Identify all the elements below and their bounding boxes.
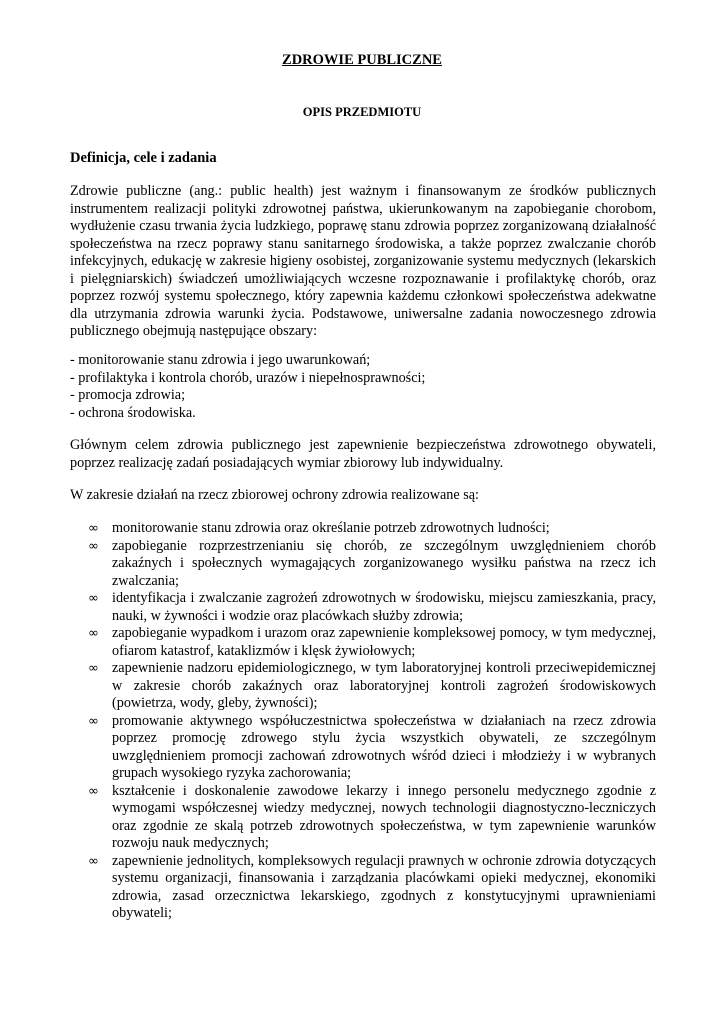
- bullet-list-item: [70, 853, 656, 923]
- bullet-text: zapewnienie nadzoru epidemiologicznego, w tym laboratoryjnej kontroli przeciwepidemicznej w zakresie chorób zakaźnych oraz laboratoryjnej kontroli zagrożeń środowiskowych (powietrza, wody, gleby, żywności);: [112, 660, 656, 711]
- dash-list: [70, 352, 656, 422]
- bullet-list-item: [70, 660, 656, 713]
- bullet-text: identyfikacja i zwalczanie zagrożeń zdrowotnych w środowisku, miejscu zamieszkania, pracy, nauki, w żywności i wodzie oraz placówkach służby zdrowia;: [112, 590, 656, 624]
- bullet-list-item: [70, 713, 656, 783]
- bullet-text: promowanie aktywnego współuczestnictwa społeczeństwa w działaniach na rzecz zdrowia poprzez promocję zdrowego stylu życia wszystkich obywateli, ze szczególnym uwzględnieniem promocji zachowań zdrowotnych wśród dzieci i młodzieży i w wybranych grupach wysokiego ryzyka zachorowania;: [112, 712, 656, 781]
- bullet-text: monitorowanie stanu zdrowia oraz określanie potrzeb zdrowotnych ludności;: [112, 520, 550, 536]
- bullet-list: [70, 520, 656, 923]
- bullet-list-item: [70, 538, 656, 591]
- document-subtitle: OPIS PRZEDMIOTU: [302, 105, 422, 119]
- infinity-bullet-icon: ∞: [88, 591, 99, 606]
- bullet-list-item: [70, 520, 656, 538]
- bullet-text: zapobieganie wypadkom i urazom oraz zapewnienie kompleksowej pomocy, w tym medycznej, ofiarom katastrof, kataklizmów i klęsk żywiołowych;: [112, 625, 656, 659]
- infinity-bullet-icon: ∞: [88, 853, 99, 869]
- infinity-bullet-icon: ∞: [88, 521, 99, 536]
- infinity-bullet-icon: ∞: [88, 661, 99, 676]
- bullet-text: zapobieganie rozprzestrzenianiu się chorób, ze szczególnym uwzględnieniem chorób zakaźnych i społecznych wymagających zorganizowanego wysiłku państwa na rzecz ich zwalczania;: [112, 537, 656, 589]
- bullet-text: kształcenie i doskonalenie zawodowe lekarzy i innego personelu medycznego zgodnie z wymogami współczesnej wiedzy medycznej, nowych technologii diagnostyczno-leczniczych oraz zgodnie ze skalą potrzeb zdrowotnych społeczeństwa, w tym zapewnienie warunków rozwoju nauk medycznych;: [112, 782, 656, 851]
- section-heading: Definicja, cele i zadania: [70, 150, 217, 166]
- dash-list-item: - promocja zdrowia;: [70, 387, 186, 403]
- infinity-bullet-icon: ∞: [88, 783, 99, 799]
- dash-list-item: - ochrona środowiska.: [70, 404, 196, 421]
- bullet-list-item: [70, 783, 656, 853]
- bullet-text: zapewnienie jednolitych, kompleksowych regulacji prawnych w ochronie zdrowia dotyczących systemu organizacji, finansowania i zarządzania placówkami opieki medycznej, ekonomiki zdrowia, zasad orzecznictwa lekarskiego, zgodnych z konstytucyjnymi uprawnieniami obywateli;: [112, 852, 656, 921]
- bullet-list-item: [70, 590, 656, 625]
- infinity-bullet-icon: ∞: [88, 626, 99, 641]
- intro-paragraph: Zdrowie publiczne (ang.: public health) jest ważnym i finansowanym ze środków publicznych instrumentem realizacji polityki zdrowotnej państwa, ukierunkowanym na zapobieganie chorobom, wydłużenie czasu trwania życia ludzkiego, poprawę stanu zdrowia poprzez zorganizowaną działalność społeczeństwa na rzecz poprawy stanu sanitarnego środowiska, a także poprzez zwalczanie chorób infekcyjnych, edukację w zakresie higieny osobistej, zorganizowanie systemu medycznych (lekarskich i pielęgniarskich) świadczeń umożliwiających wczesne rozpoznawanie i profilaktykę chorób, oraz poprzez rozwój systemu społecznego, który zapewnia każdemu członkowi społeczeństwa adekwatne dla utrzymania zdrowia warunki życia. Podstawowe, uniwersalne zadania nowoczesnego zdrowia publicznego obejmują następujące obszary:: [70, 183, 656, 339]
- document-title: ZDROWIE PUBLICZNE: [282, 52, 442, 68]
- dash-list-item: - profilaktyka i kontrola chorób, urazów i niepełnosprawności;: [70, 369, 426, 386]
- infinity-bullet-icon: ∞: [88, 538, 99, 554]
- scope-paragraph: W zakresie działań na rzecz zbiorowej ochrony zdrowia realizowane są:: [70, 487, 479, 503]
- infinity-bullet-icon: ∞: [88, 713, 99, 729]
- dash-list-item: - monitorowanie stanu zdrowia i jego uwarunkowań;: [70, 352, 371, 368]
- bullet-list-item: [70, 625, 656, 660]
- goal-paragraph: Głównym celem zdrowia publicznego jest zapewnienie bezpieczeństwa zdrowotnego obywateli, poprzez realizację zadań posiadających wymiar zbiorowy lub indywidualny.: [70, 437, 656, 471]
